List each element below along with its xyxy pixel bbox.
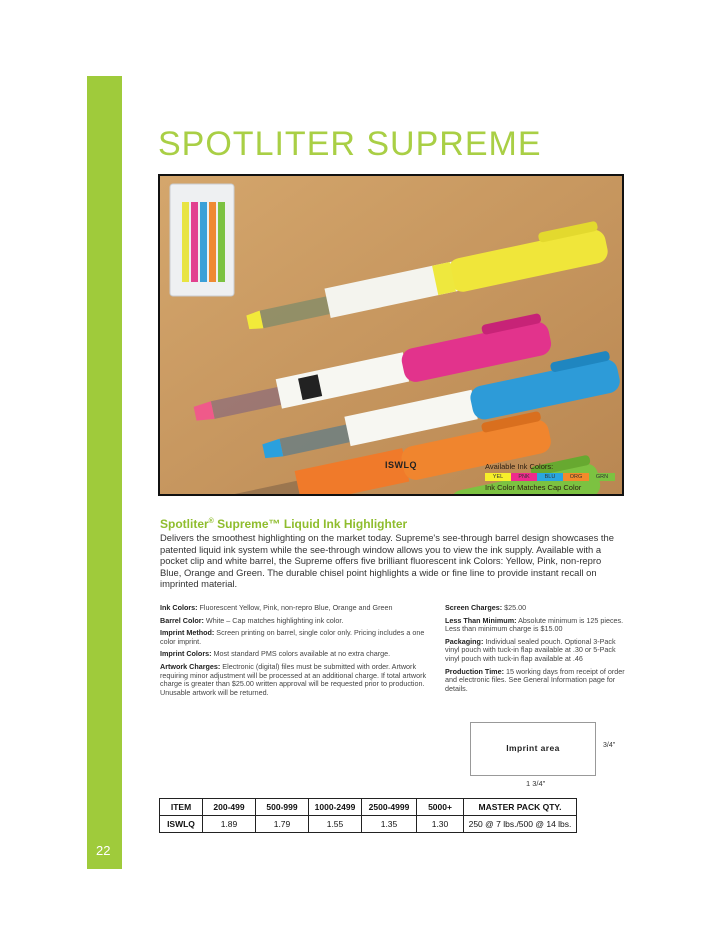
spec-screen-charges: Screen Charges: $25.00 [445, 603, 527, 612]
spec-less-than-minimum: Less Than Minimum: Absolute minimum is 125 pieces. Less than minimum charge is $15.00 [445, 615, 624, 634]
cell-200-499: 1.89 [203, 816, 256, 833]
ink-colors-label: Available Ink Colors: [485, 462, 554, 471]
cell-2500-4999: 1.35 [362, 816, 417, 833]
imprint-width: 1 3/4" [526, 779, 546, 788]
highlighters-illustration [160, 176, 622, 494]
header-5000-plus: 5000+ [417, 799, 464, 816]
ink-chip-green: GRN [589, 473, 615, 481]
page-number: 22 [96, 843, 111, 858]
header-500-999: 500-999 [256, 799, 309, 816]
ink-chip-yellow: YEL [485, 473, 511, 481]
spec-artwork-charges: Artwork Charges: Electronic (digital) files must be submitted with order. Artwork requiring minor adjustment will be processed at an additional charge. If total artwork charge is greater than $25.00 written approval will be requested prior to production. Unusable artwork will be returned. [160, 661, 427, 697]
pricing-header-row [160, 799, 577, 816]
table-row [160, 816, 577, 833]
ink-color-legend [485, 462, 615, 492]
five-pack-pouch [170, 184, 234, 296]
header-2500-4999: 2500-4999 [362, 799, 417, 816]
cell-1000-2499: 1.55 [309, 816, 362, 833]
ink-chip-blue: BLU [537, 473, 563, 481]
specs-left-column [160, 604, 430, 701]
ink-match-note: Ink Color Matches Cap Color [485, 483, 582, 492]
imprint-area-box [470, 722, 596, 776]
product-description: Delivers the smoothest highlighting on the market today. Supreme's see-through barrel design showcases the patented liquid ink system while the see-through window allows you to view the ink supply. Available with a pocket clip and white barrel, the Supreme offers five brilliant fluorescent ink Colors: Yellow, Pink, non-repro Blue, Orange and Green. The durable chisel point highlights a wide or fine line to provide instant recall on imprinted material. [160, 532, 614, 590]
header-item: ITEM [160, 799, 203, 816]
ink-color-chips [485, 473, 615, 481]
product-photo [158, 174, 624, 496]
imprint-height: 3/4" [603, 742, 616, 749]
spec-imprint-method: Imprint Method: Screen printing on barrel, single color only. Pricing includes a one color imprint. [160, 628, 425, 646]
cell-500-999: 1.79 [256, 816, 309, 833]
ink-chip-pink: PNK [511, 473, 537, 481]
heading-prefix: Spotliter [160, 517, 209, 531]
cell-item: ISWLQ [160, 816, 203, 833]
cell-5000-plus: 1.30 [417, 816, 464, 833]
header-200-499: 200-499 [203, 799, 256, 816]
spec-ink-colors: Ink Colors: Fluorescent Yellow, Pink, non-repro Blue, Orange and Green [160, 603, 393, 612]
ink-chip-orange: ORG [563, 473, 589, 481]
spec-packaging: Packaging: Individual sealed pouch. Optional 3-Pack vinyl pouch with tuck-in flap available at .30 or 5-Pack vinyl pouch with tuck-in flap available at .46 [445, 636, 616, 663]
spec-barrel-color: Barrel Color: White – Cap matches highlighting ink color. [160, 615, 344, 625]
photo-sku-label: ISWLQ [385, 460, 417, 470]
imprint-area-label: Imprint area [506, 743, 560, 753]
page-title: SPOTLITER SUPREME [158, 125, 542, 163]
pricing-table [159, 798, 577, 833]
spec-imprint-colors: Imprint Colors: Most standard PMS colors available at no extra charge. [160, 649, 391, 659]
header-master-pack: MASTER PACK QTY. [464, 799, 577, 816]
cell-master-pack: 250 @ 7 lbs./500 @ 14 lbs. [464, 816, 577, 833]
header-1000-2499: 1000-2499 [309, 799, 362, 816]
heading-registered-mark: ® [208, 518, 214, 525]
heading-suffix: Supreme™ Liquid Ink Highlighter [213, 517, 408, 531]
product-heading [160, 517, 407, 531]
green-sidebar [87, 76, 122, 869]
specs-right-column [445, 604, 630, 697]
spec-production-time: Production Time: 15 working days from receipt of order and electronic files. See General Information page for details. [445, 666, 625, 693]
